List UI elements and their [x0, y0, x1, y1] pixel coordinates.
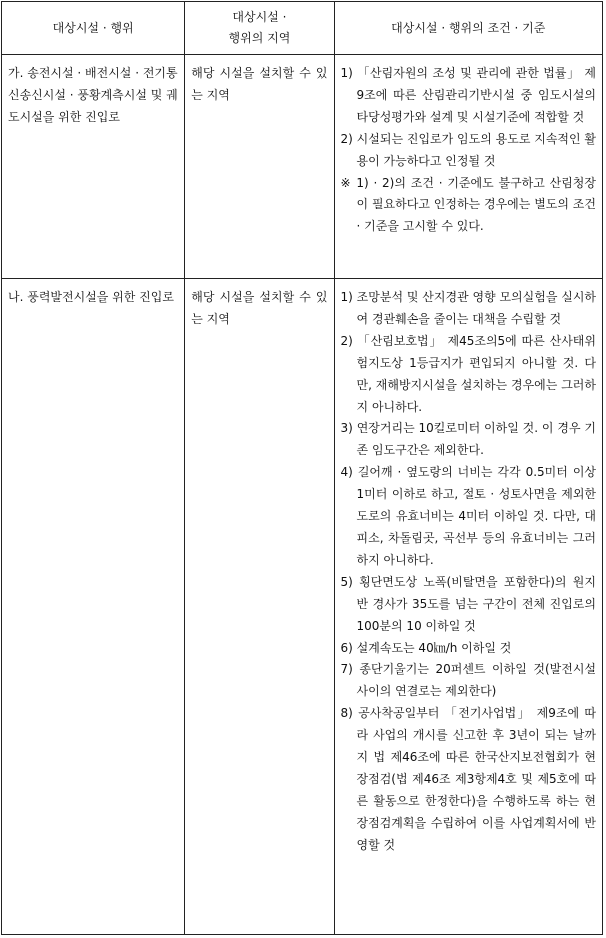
header-region-line2: 행위의 지역 [228, 31, 291, 45]
regulation-table [1, 1, 603, 935]
header-facility: 대상시설 · 행위 [2, 2, 185, 55]
table-row [2, 279, 603, 935]
condition-item: 3) 연장거리는 10킬로미터 이하일 것. 이 경우 기존 임도구간은 제외한다. [340, 421, 596, 458]
condition-item: 2) 「산림보호법」 제45조의5에 따른 산사태위험지도상 1등급지가 편입되지 아니할 것. 다만, 재해방지시설을 설치하는 경우에는 그러하지 아니하다. [340, 333, 596, 414]
condition-item: 5) 횡단면도상 노폭(비탈면을 포함한다)의 원지반 경사가 35도를 넘는 구간이 전체 진입로의 100분의 10 이하일 것 [340, 574, 596, 633]
condition-item: 6) 설계속도는 40㎞/h 이하일 것 [340, 640, 512, 655]
facility-cell [2, 55, 185, 279]
header-region-line1: 대상시설 · [232, 10, 287, 24]
header-row [2, 2, 603, 55]
conditions-cell [334, 279, 602, 935]
table-row [2, 55, 603, 279]
condition-item: 8) 공사착공일부터 「전기사업법」 제9조에 따라 사업의 개시를 신고한 후 3년이 되는 날까지 법 제46조에 따른 한국산지보전협회가 현장점검(법 제46조 제3항제4호 및 제5호에 따른 활동으로 한정한다)을 수행하도록 하는 현장점검계획을 수립하여 이를 사업계획서에 반영할 것 [340, 706, 596, 852]
facility-cell [2, 279, 185, 935]
header-conditions: 대상시설 · 행위의 조건 · 기준 [334, 2, 602, 55]
condition-item: 1) 「산림자원의 조성 및 관리에 관한 법률」 제9조에 따른 산림관리기반시설 중 임도시설의 타당성평가와 설계 및 시설기준에 적합할 것 [340, 66, 596, 124]
header-region [185, 2, 334, 55]
region-cell [185, 55, 334, 279]
condition-item: 2) 시설되는 진입로가 임도의 용도로 지속적인 활용이 가능하다고 인정될 것 [340, 131, 596, 168]
region-text: 해당 시설을 설치할 수 있는 지역 [191, 290, 328, 326]
facility-text: 나. 풍력발전시설을 위한 진입로 [8, 290, 174, 304]
condition-note: ※ 1) · 2)의 조건 · 기준에도 불구하고 산림청장이 필요하다고 인정하는 경우에는 별도의 조건 · 기준을 고시할 수 있다. [340, 175, 596, 234]
conditions-cell [334, 55, 602, 279]
condition-item: 4) 길어깨 · 옆도랑의 너비는 각각 0.5미터 이상 1미터 이하로 하고, 절토 · 성토사면을 제외한 도로의 유효너비는 4미터 이하일 것. 다만, 대피소, 차돌림곳, 곡선부 등의 유효너비는 그러하지 아니하다. [340, 465, 596, 567]
condition-item: 7) 종단기울기는 20퍼센트 이하일 것(발전시설 사이의 연결로는 제외한다) [340, 662, 596, 699]
region-cell [185, 279, 334, 935]
region-text: 해당 시설을 설치할 수 있는 지역 [191, 66, 328, 102]
facility-text: 가. 송전시설 · 배전시설 · 전기통신송신시설 · 풍황계측시설 및 궤도시설을 위한 진입로 [8, 66, 178, 124]
condition-item: 1) 조망분석 및 산지경관 영향 모의실험을 실시하여 경관훼손을 줄이는 대책을 수립할 것 [340, 290, 596, 326]
